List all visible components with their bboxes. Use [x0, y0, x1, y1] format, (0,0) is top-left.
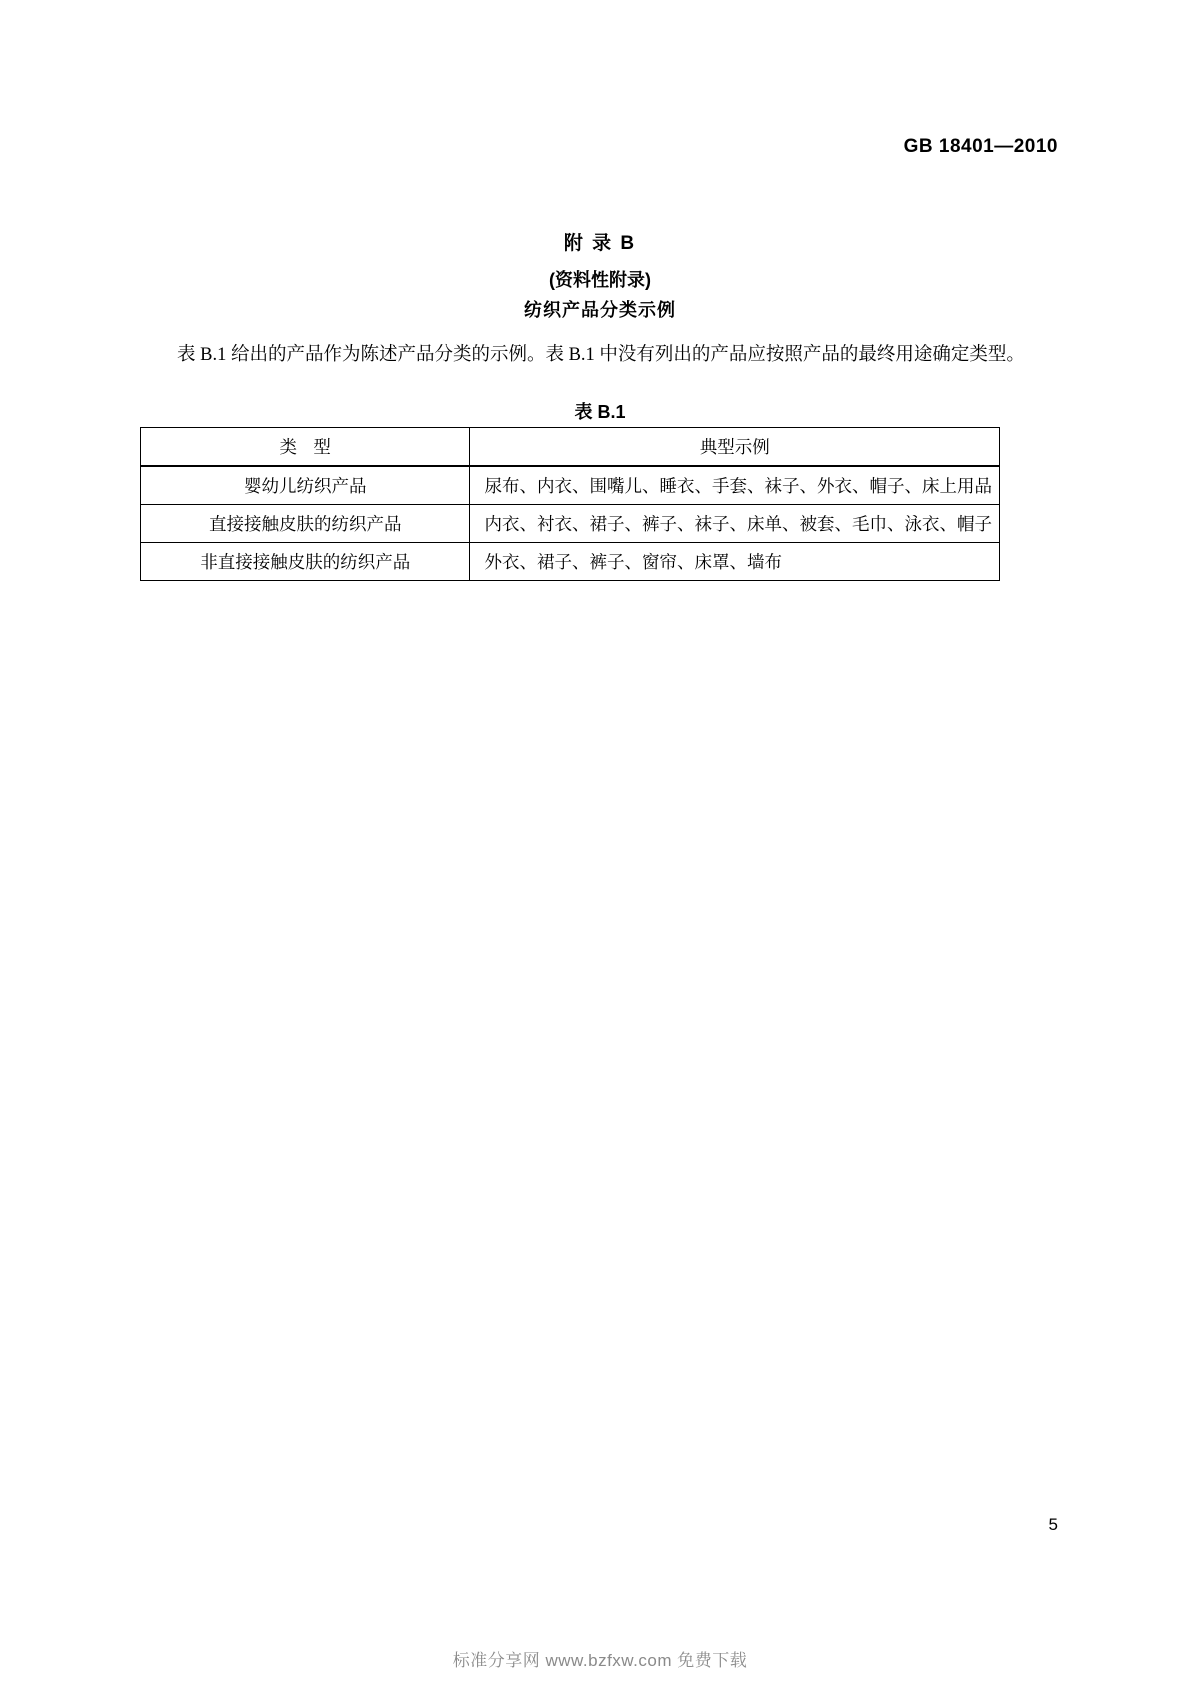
- table-header-row: [141, 428, 1000, 467]
- table-row: [141, 505, 1000, 543]
- annex-subtitle: (资料性附录): [549, 270, 651, 290]
- page-header-standard-number: GB 18401—2010: [903, 136, 1058, 157]
- annex-name: 纺织产品分类示例: [524, 300, 676, 320]
- table-cell-examples: 内衣、衬衣、裙子、裤子、袜子、床单、被套、毛巾、泳衣、帽子: [470, 505, 1000, 543]
- classification-table: [140, 427, 1000, 581]
- table-cell-type: 婴幼儿纺织产品: [141, 466, 470, 505]
- table-row: [141, 466, 1000, 505]
- table-cell-type: 非直接接触皮肤的纺织产品: [141, 543, 470, 581]
- table-caption: 表 B.1: [574, 402, 626, 422]
- table-header-example: 典型示例: [470, 428, 1000, 467]
- table-cell-examples: 尿布、内衣、围嘴儿、睡衣、手套、袜子、外衣、帽子、床上用品: [470, 466, 1000, 505]
- body-paragraph: 表 B.1 给出的产品作为陈述产品分类的示例。表 B.1 中没有列出的产品应按照产品的最终用途确定类型。: [177, 345, 1025, 365]
- footer-watermark: 标准分享网 www.bzfxw.com 免费下载: [452, 1651, 748, 1670]
- table-cell-type: 直接接触皮肤的纺织产品: [141, 505, 470, 543]
- table-row: [141, 543, 1000, 581]
- table-cell-examples: 外衣、裙子、裤子、窗帘、床罩、墙布: [470, 543, 1000, 581]
- table-header-type: 类 型: [141, 428, 470, 467]
- annex-title: 附 录 B: [563, 233, 637, 254]
- page-number: 5: [1048, 1515, 1058, 1534]
